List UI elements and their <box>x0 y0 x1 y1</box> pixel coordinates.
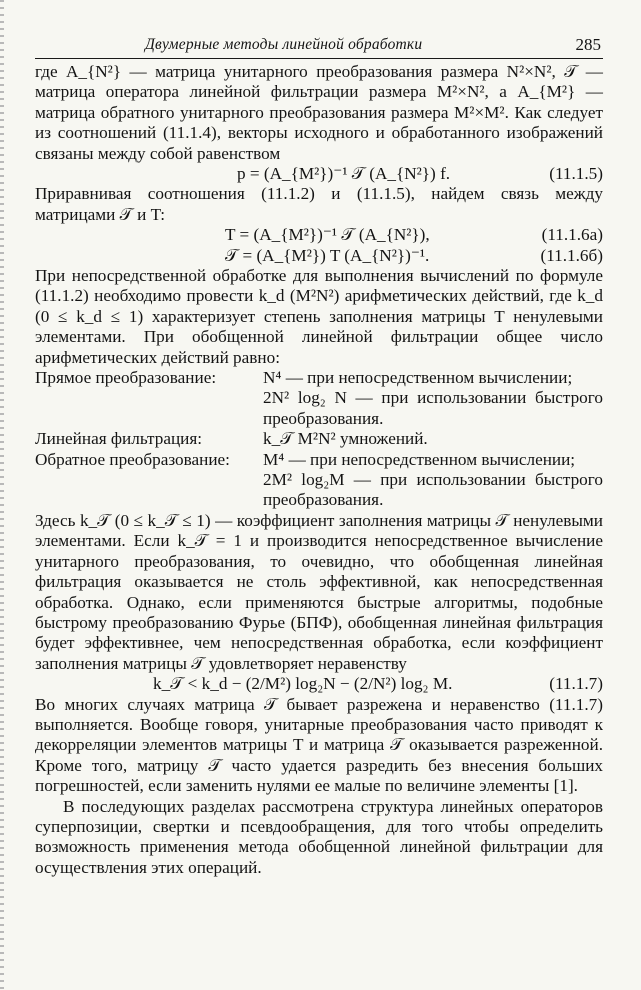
operation-cost: M⁴ — при непосредственном вычислении; <box>263 449 576 469</box>
paragraph-5: Во многих случаях матрица 𝒯 бывает разрежена и неравенство (11.1.7) выполняется. Вообще говоря, унитарные преобразования часто приводят к декорреляции элементов матрицы T и матрица 𝒯 оказывается разреженной. Кроме того, матрицу 𝒯 часто удается разредить без внесения больших погрешностей, если заменить нулями ее малые по величине элементы [1]. <box>35 694 603 796</box>
equation-11-1-7 <box>35 674 603 694</box>
operation-cost-fast: 2N² log₂ N — при использовании быстрого преобразования. <box>263 388 603 428</box>
operation-inverse <box>35 450 603 470</box>
paragraph-4: Здесь k_𝒯 (0 ≤ k_𝒯 ≤ 1) — коэффициент заполнения матрицы 𝒯 ненулевыми элементами. Если k_𝒯 = 1 и производится непосредственное вычисление унитарного преобразования, то очевидно, что обобщенная линейная фильтрация оказывается не столь эффективной, как непосредственная обработка. Однако, если применяются быстрые алгоритмы, подобные быстрому преобразованию Фурье (БПФ), обобщенная линейная фильтрация будет эффективнее, чем непосредственная обработка, если коэффициент заполнения матрицы 𝒯 удовлетворяет неравенству <box>35 510 603 673</box>
running-title: Двумерные методы линейной обработки <box>145 36 423 53</box>
equation-number: (11.1.5) <box>549 164 603 184</box>
operation-direct <box>35 368 603 388</box>
operation-cost: N⁴ — при непосредственном вычислении; <box>263 368 573 388</box>
equation-number: (11.1.7) <box>549 674 603 694</box>
page-edge-dots <box>0 0 4 990</box>
equation-formula: T = (A_{M²})⁻¹ 𝒯 (A_{N²}), <box>225 225 430 245</box>
equation-11-1-6b <box>35 246 603 266</box>
paragraph-3: При непосредственной обработке для выполнения вычислений по формуле (11.1.2) необходимо провести k_d (M²N²) арифметических действий, где k_d (0 ≤ k_d ≤ 1) характеризует степень заполнения матрицы T ненулевыми элементами. При обобщенной линейной фильтрации общее число арифметических действий равно: <box>35 266 603 367</box>
page-header <box>35 34 603 59</box>
paragraph-6: В последующих разделах рассмотрена структура линейных операторов суперпозиции, свертки и псевдообращения, для того чтобы определить возможность применения метода обобщенной линейной фильтрации для осуществления этих операций. <box>35 796 603 877</box>
operation-label: Линейная фильтрация: <box>35 429 203 449</box>
paragraph-1: где A_{N²} — матрица унитарного преобразования размера N²×N², 𝒯 — матрица оператора линейной фильтрации размера M²×N², а A_{M²} — матрица обратного унитарного преобразования размера M²×M². Как следует из соотношений (11.1.4), векторы исходного и обработанного изображений связаны между собой равенством <box>35 62 603 163</box>
operation-cost-fast: 2M² log₂M — при использовании быстрого преобразования. <box>263 470 603 510</box>
equation-formula: k_𝒯 < k_d − (2/M²) log₂N − (2/N²) log₂ M. <box>153 674 453 694</box>
page-body <box>35 62 603 878</box>
equation-11-1-6a <box>35 225 603 245</box>
paragraph-2: Приравнивая соотношения (11.1.2) и (11.1.5), найдем связь между матрицами 𝒯 и T: <box>35 184 603 224</box>
equation-formula: 𝒯 = (A_{M²}) T (A_{N²})⁻¹. <box>225 245 430 265</box>
operation-label: Обратное преобразование: <box>35 449 230 469</box>
equation-number: (11.1.6a) <box>541 225 603 245</box>
page-number: 285 <box>575 35 601 54</box>
operation-label: Прямое преобразование: <box>35 368 217 388</box>
equation-number: (11.1.6б) <box>540 245 603 265</box>
equation-formula: p = (A_{M²})⁻¹ 𝒯 (A_{N²}) f. <box>237 164 451 184</box>
operation-filter <box>35 429 603 449</box>
operation-cost: k_𝒯 M²N² умножений. <box>263 429 428 449</box>
equation-11-1-5 <box>35 164 603 184</box>
